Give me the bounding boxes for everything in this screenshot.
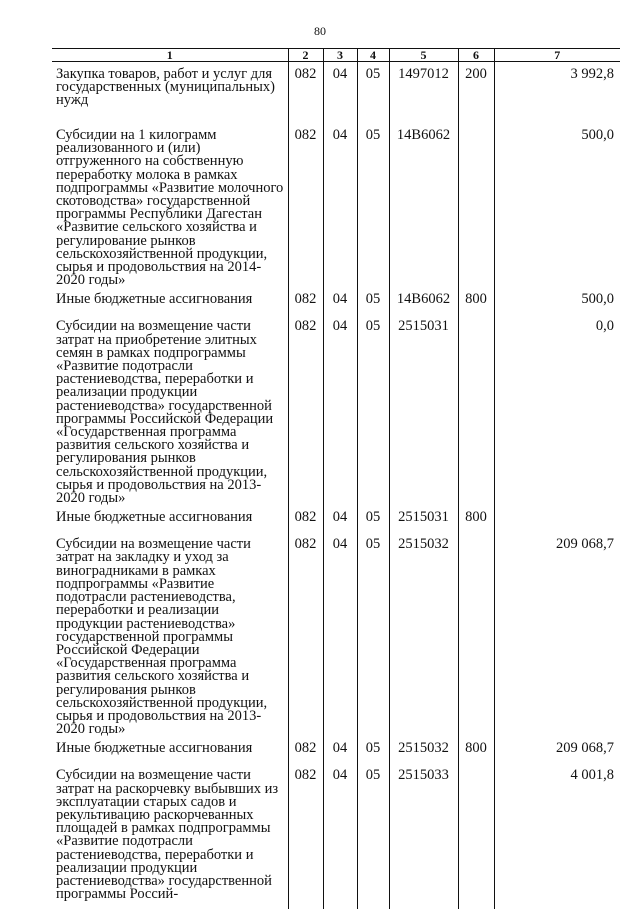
row-code-3: 04 [323, 736, 357, 763]
table-header-row [52, 49, 620, 62]
table-row [52, 123, 620, 287]
column-header-4: 4 [357, 49, 389, 62]
row-code-3: 04 [323, 314, 357, 505]
row-code-6 [458, 123, 494, 287]
column-header-1: 1 [52, 49, 288, 62]
row-description: Закупка товаров, работ и услуг для государственных (муниципальных) нужд [56, 66, 275, 109]
table-row [52, 532, 620, 736]
row-code-6: 200 [458, 62, 494, 124]
row-code-5: 2515032 [389, 532, 458, 736]
row-code-6 [458, 314, 494, 505]
row-code-5: 2515031 [389, 314, 458, 505]
table-row [52, 314, 620, 505]
table-row [52, 736, 620, 763]
row-code-6: 800 [458, 736, 494, 763]
row-code-5: 2515033 [389, 763, 458, 909]
row-code-5: 2515031 [389, 505, 458, 532]
table-row [52, 505, 620, 532]
row-code-4: 05 [357, 736, 389, 763]
row-description: Иные бюджетные ассигнования [56, 509, 253, 526]
row-amount: 500,0 [494, 287, 620, 314]
table-row [52, 763, 620, 909]
column-header-5: 5 [389, 49, 458, 62]
row-description: Субсидии на 1 килограмм реализованного и (или) отгруженного на собственную переработку молока в рамках подпрограммы «Развитие молочного скотоводства» государственной программы Республики Дагестан «Развитие сельского хозяйства и регулирование рынков сельскохозяйственной продукции, сырья и продовольствия на 2014-2020 годы» [56, 127, 284, 289]
table-row [52, 287, 620, 314]
row-amount [494, 505, 620, 532]
row-code-2: 082 [288, 62, 323, 124]
row-code-4: 05 [357, 123, 389, 287]
row-code-2: 082 [288, 287, 323, 314]
row-description: Иные бюджетные ассигнования [56, 740, 253, 757]
page-number: 80 [314, 24, 326, 38]
row-code-4: 05 [357, 287, 389, 314]
row-code-2: 082 [288, 314, 323, 505]
column-header-2: 2 [288, 49, 323, 62]
row-description: Субсидии на возмещение части затрат на раскорчевку выбывших из эксплуатации старых садов и рекультивацию раскорчеванных площадей в рамках подпрограммы «Развитие подотрасли растениеводства, переработки и реализации продукции растениеводства» государственной программы Россий- [56, 767, 279, 903]
row-amount: 209 068,7 [494, 532, 620, 736]
row-code-5: 2515032 [389, 736, 458, 763]
column-header-3: 3 [323, 49, 357, 62]
row-amount: 4 001,8 [494, 763, 620, 909]
row-code-6: 800 [458, 505, 494, 532]
row-code-3: 04 [323, 505, 357, 532]
row-code-4: 05 [357, 532, 389, 736]
row-code-3: 04 [323, 123, 357, 287]
row-code-4: 05 [357, 314, 389, 505]
row-code-4: 05 [357, 505, 389, 532]
row-code-6 [458, 532, 494, 736]
row-code-2: 082 [288, 736, 323, 763]
row-code-3: 04 [323, 532, 357, 736]
row-amount: 209 068,7 [494, 736, 620, 763]
row-code-6: 800 [458, 287, 494, 314]
column-header-6: 6 [458, 49, 494, 62]
table-row [52, 62, 620, 124]
row-amount: 3 992,8 [494, 62, 620, 124]
row-code-2: 082 [288, 505, 323, 532]
row-amount: 500,0 [494, 123, 620, 287]
row-amount: 0,0 [494, 314, 620, 505]
row-description: Субсидии на возмещение части затрат на закладку и уход за виноградниками в рамках подпрограммы «Развитие подотрасли растениеводства, переработки и реализации продукции растениеводства» государственной программы Российской Федерации «Государственная программа развития сельского хозяйства и регулирования рынков сельскохозяйственной продукции, сырья и продовольствия на 2013-2020 годы» [56, 536, 268, 738]
row-code-4: 05 [357, 62, 389, 124]
row-code-4: 05 [357, 763, 389, 909]
row-code-3: 04 [323, 763, 357, 909]
row-code-5: 1497012 [389, 62, 458, 124]
row-code-2: 082 [288, 532, 323, 736]
budget-table [52, 48, 620, 909]
row-description: Иные бюджетные ассигнования [56, 291, 253, 308]
row-description: Субсидии на возмещение части затрат на приобретение элитных семян в рамках подпрограммы «Развитие подотрасли растениеводства, переработки и реализации продукции растениеводства» государственной программы Российской Федерации «Государственная программа развития сельского хозяйства и регулирования рынков сельскохозяйственной продукции, сырья и продовольствия на 2013-2020 годы» [56, 318, 274, 507]
row-code-2: 082 [288, 763, 323, 909]
row-code-2: 082 [288, 123, 323, 287]
row-code-5: 14В6062 [389, 287, 458, 314]
column-header-7: 7 [494, 49, 620, 62]
row-code-3: 04 [323, 62, 357, 124]
row-code-3: 04 [323, 287, 357, 314]
row-code-5: 14В6062 [389, 123, 458, 287]
row-code-6 [458, 763, 494, 909]
